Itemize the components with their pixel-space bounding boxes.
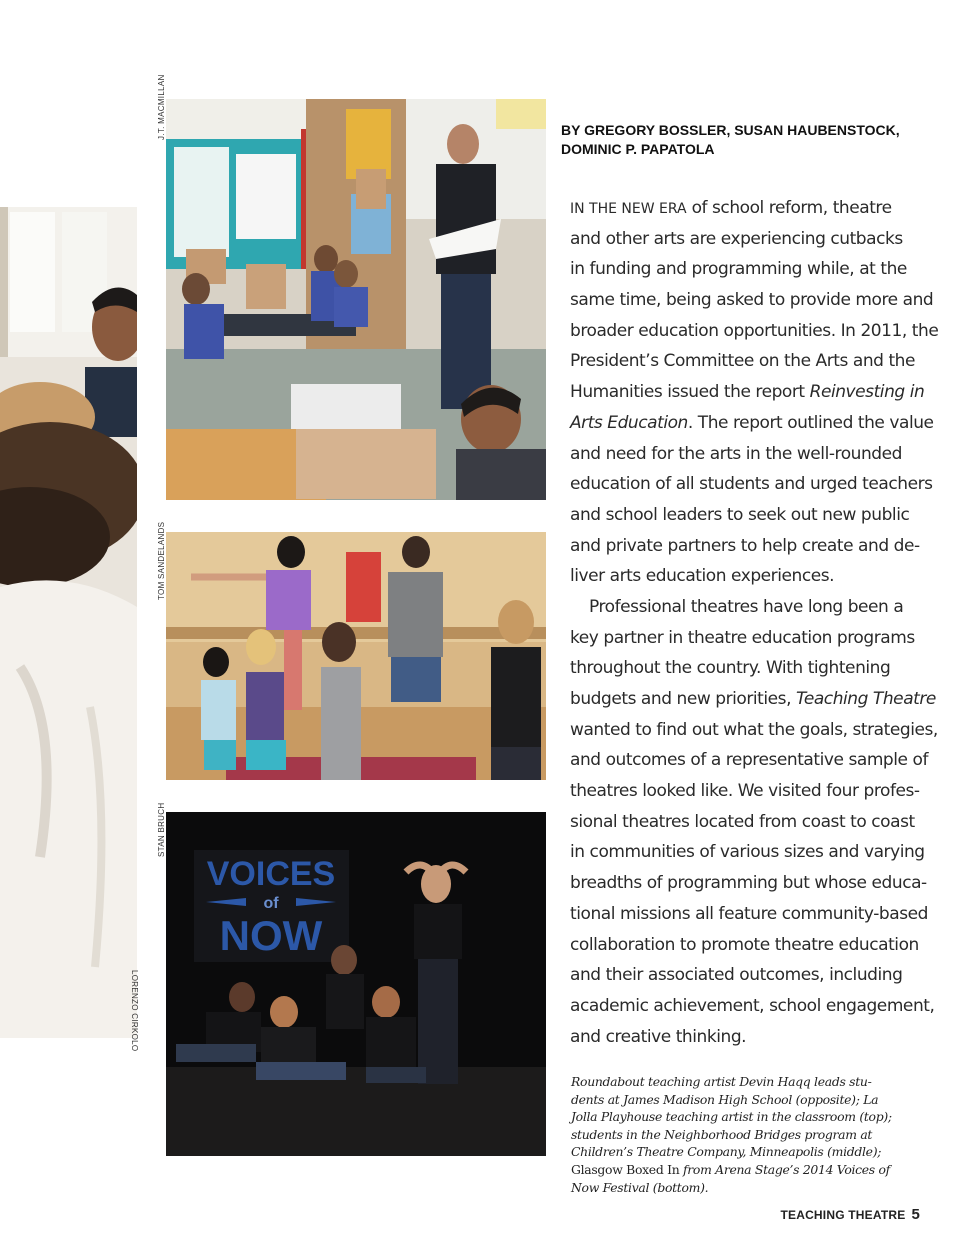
- body-line: key partner in theatre education programs: [570, 627, 915, 648]
- body-line: Professional theatres have long been a: [589, 596, 904, 617]
- caption-line: Glasgow Boxed In from Arena Stage’s 2014 Voices of: [571, 1161, 890, 1177]
- body-line: broader education opportunities. In 2011, the: [570, 320, 939, 341]
- body-line: throughout the country. With tightening: [570, 658, 891, 679]
- caption-line: Jolla Playhouse teaching artist in the classroom (top);: [571, 1109, 892, 1125]
- article-byline: [561, 121, 941, 159]
- photo-credit-middle: TOM SANDELANDS: [157, 521, 166, 600]
- photo-credit-bottom: STAN BRUCH: [157, 802, 166, 857]
- rehearsal-photo: [166, 532, 546, 780]
- body-line: and their associated outcomes, including: [570, 965, 903, 986]
- caption-line: Now Festival (bottom).: [571, 1179, 709, 1195]
- page-number: 5: [911, 1206, 920, 1223]
- caption-line: Roundabout teaching artist Devin Haqq leads stu-: [571, 1074, 872, 1089]
- body-line: sional theatres located from coast to coast: [570, 811, 915, 832]
- lead-in: IN THE NEW ERA: [570, 201, 687, 217]
- article-body: [570, 193, 939, 1052]
- caption-line: Children’s Theatre Company, Minneapolis (middle);: [571, 1144, 882, 1160]
- magazine-title: Teaching Theatre: [796, 689, 936, 709]
- body-line: same time, being asked to provide more and: [570, 290, 934, 311]
- body-line: theatres looked like. We visited four profes-: [570, 781, 920, 802]
- show-title: Glasgow Boxed In: [571, 1161, 680, 1177]
- body-line: President’s Committee on the Arts and the: [570, 351, 915, 372]
- body-line: breadths of programming but whose educa-: [570, 873, 927, 894]
- report-title-cont: Arts Education: [570, 412, 688, 433]
- body-line: education of all students and urged teachers: [570, 474, 933, 495]
- byline-line-1: BY GREGORY BOSSLER, SUSAN HAUBENSTOCK,: [561, 122, 900, 138]
- body-line: and creative thinking.: [570, 1026, 747, 1047]
- magazine-name: TEACHING THEATRE: [780, 1208, 906, 1222]
- page-footer: [780, 1206, 920, 1223]
- body-line: in communities of various sizes and varying: [570, 842, 925, 863]
- body-line: and outcomes of a representative sample of: [570, 750, 928, 771]
- body-line: in funding and programming while, at the: [570, 259, 907, 280]
- body-line: tional missions all feature community-based: [570, 903, 928, 924]
- body-line: Arts Education. The report outlined the value: [570, 412, 934, 433]
- stage-sign-voices: VOICES: [206, 855, 336, 893]
- report-title: Reinvesting in: [809, 382, 925, 403]
- stage-photo: [166, 812, 546, 1156]
- byline-line-2: DOMINIC P. PAPATOLA: [561, 141, 715, 157]
- caption-line: students in the Neighborhood Bridges program at: [571, 1126, 873, 1142]
- body-line: budgets and new priorities, Teaching Theatre: [570, 689, 936, 709]
- stage-sign-now: NOW: [219, 912, 323, 959]
- body-line: academic achievement, school engagement,: [570, 995, 935, 1016]
- photo-caption: [571, 1073, 921, 1196]
- photo-credit-top: J.T. MACMILLAN: [157, 74, 166, 140]
- body-line: and need for the arts in the well-rounded: [570, 443, 902, 464]
- body-line: liver arts education experiences.: [570, 566, 835, 587]
- photo-credit-left: LORENZO CIRKOLO: [130, 970, 139, 1052]
- classroom-photo: [166, 99, 546, 500]
- caption-line: dents at James Madison High School (opposite); La: [571, 1091, 879, 1107]
- stage-sign-of: of: [263, 895, 279, 912]
- body-line: collaboration to promote theatre education: [570, 934, 919, 955]
- body-line: and private partners to help create and de-: [570, 535, 920, 556]
- body-line: IN THE NEW ERA of school reform, theatre: [570, 198, 892, 218]
- left-bleed-photo: [0, 207, 137, 1038]
- body-line: and school leaders to seek out new public: [570, 504, 910, 525]
- body-line: Humanities issued the report Reinvesting in: [570, 382, 925, 403]
- body-line: and other arts are experiencing cutbacks: [570, 228, 903, 249]
- body-line: wanted to find out what the goals, strategies,: [570, 719, 938, 740]
